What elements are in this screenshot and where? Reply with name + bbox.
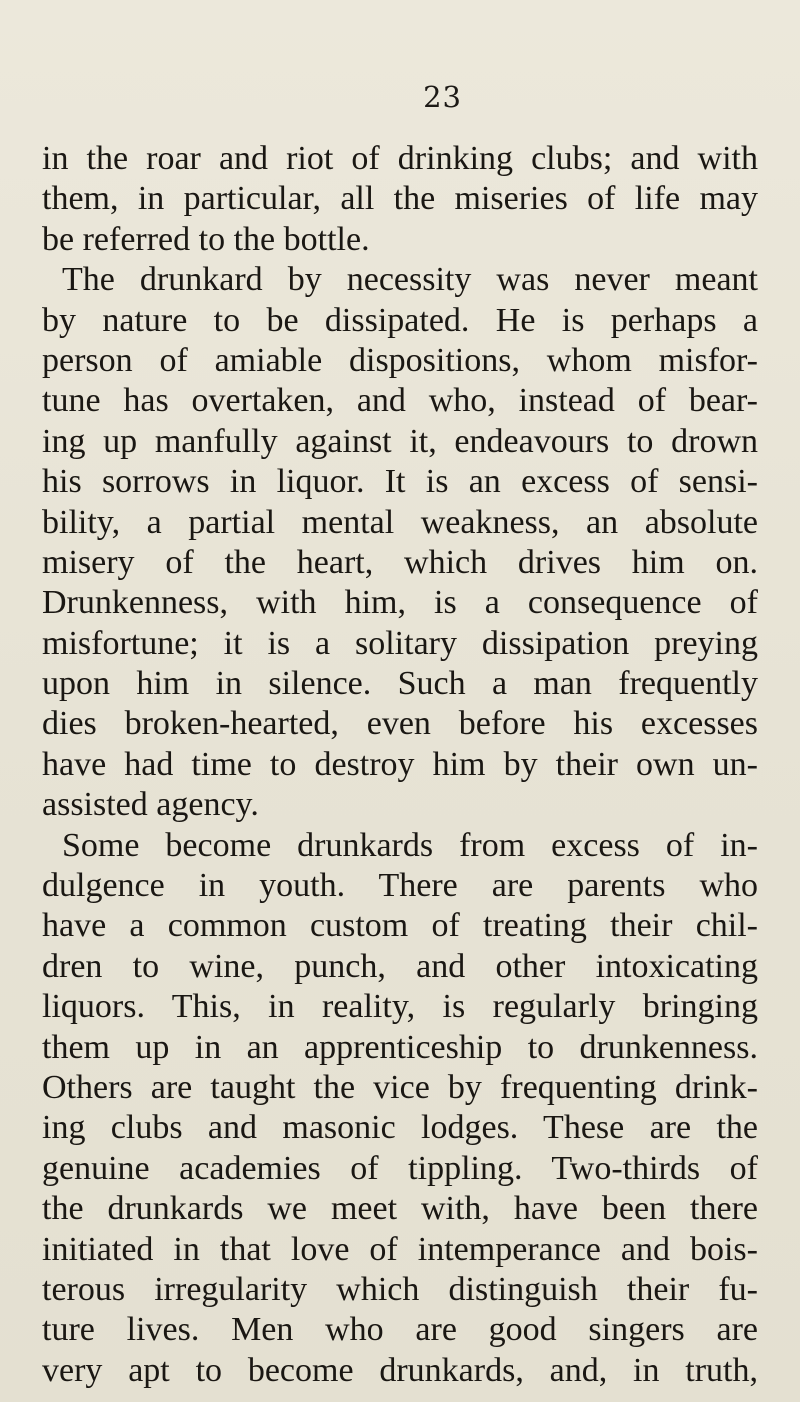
text-line: in the roar and riot of drinking clubs; and with — [42, 140, 758, 177]
text-line: initiated in that love of intemperance and bois- — [42, 1230, 758, 1268]
text-line: have a common custom of treating their chil- — [42, 907, 758, 945]
text-line: the drunkards we meet with, have been there — [42, 1190, 758, 1228]
text-line: Drunkenness, with him, is a consequence of — [42, 584, 758, 622]
text-line: bility, a partial mental weakness, an absolute — [42, 503, 758, 541]
text-line: them, in particular, all the miseries of life may — [42, 180, 758, 218]
text-line: Others are taught the vice by frequenting drink- — [42, 1068, 758, 1106]
page-body-text — [42, 139, 758, 1391]
text-line: them up in an apprenticeship to drunkenness. — [42, 1028, 758, 1066]
text-line: misfortune; it is a solitary dissipation preying — [42, 624, 758, 662]
text-line: dies broken-hearted, even before his excesses — [42, 705, 758, 743]
text-line: dren to wine, punch, and other intoxicating — [42, 947, 758, 985]
text-line: ing clubs and masonic lodges. These are the — [42, 1109, 758, 1147]
page-number: 23 — [423, 80, 462, 114]
text-line: dulgence in youth. There are parents who — [42, 867, 758, 905]
text-line: by nature to be dissipated. He is perhaps a — [42, 301, 758, 339]
text-line: upon him in silence. Such a man frequently — [42, 665, 758, 703]
text-line: have had time to destroy him by their own un- — [42, 745, 758, 783]
text-line: be referred to the bottle. — [42, 220, 370, 258]
text-line: The drunkard by necessity was never meant — [62, 261, 758, 299]
text-line: person of amiable dispositions, whom misfor- — [42, 341, 758, 379]
text-line: ing up manfully against it, endeavours to drown — [42, 422, 758, 460]
text-line: his sorrows in liquor. It is an excess of sensi- — [42, 463, 758, 501]
text-line: ture lives. Men who are good singers are — [42, 1311, 758, 1349]
text-line: misery of the heart, which drives him on. — [42, 543, 758, 581]
text-line: Some become drunkards from excess of in- — [62, 826, 758, 864]
text-line: liquors. This, in reality, is regularly bringing — [42, 988, 758, 1026]
text-line: very apt to become drunkards, and, in truth, — [42, 1351, 758, 1389]
text-line: genuine academies of tippling. Two-thirds of — [42, 1149, 758, 1187]
text-line: terous irregularity which distinguish their fu- — [42, 1270, 758, 1308]
text-line: assisted agency. — [42, 786, 259, 824]
text-line: tune has overtaken, and who, instead of bear- — [42, 382, 758, 420]
